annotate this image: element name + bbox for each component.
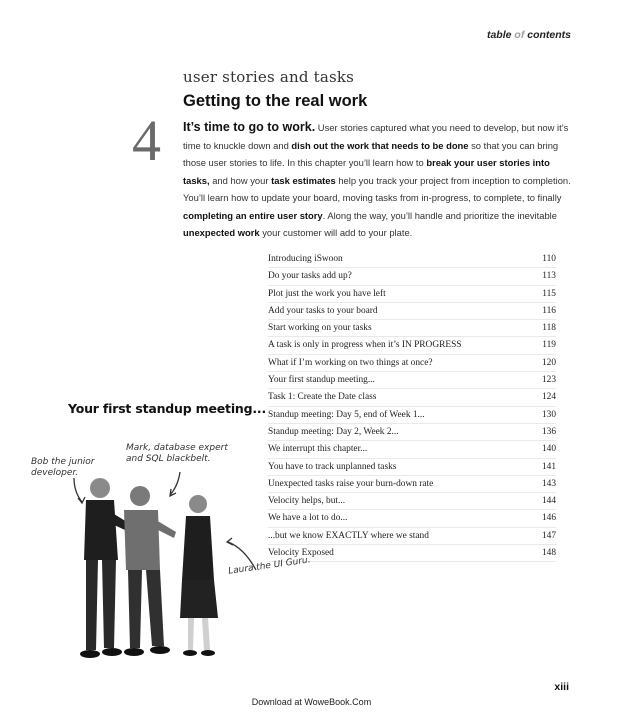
toc-entry[interactable] (268, 251, 556, 268)
toc-entry-title: Velocity Exposed (268, 548, 334, 559)
toc-entry-page: 140 (541, 444, 556, 455)
chapter-number: 4 (132, 108, 161, 173)
toc-entry-page: 115 (542, 288, 556, 299)
toc-entry-page: 130 (541, 409, 556, 420)
toc-entry[interactable] (268, 320, 556, 337)
toc-entry[interactable] (268, 337, 556, 354)
intro-text: your customer will add to your plate. (259, 227, 413, 238)
toc-entry-title: What if I’m working on two things at once? (268, 357, 433, 368)
illustration-callout: Your first standup meeting... (68, 401, 266, 416)
toc-entry[interactable] (268, 407, 556, 424)
toc-entry-title: A task is only in progress when it’s IN PROGRESS (268, 340, 462, 351)
running-header (487, 29, 571, 41)
toc-entry[interactable] (268, 372, 556, 389)
intro-text: and how your (209, 174, 272, 186)
intro-emphasis: completing an entire user story (183, 209, 323, 221)
toc-entry-page: 143 (541, 478, 556, 489)
toc-entry-title: Add your tasks to your board (268, 305, 378, 316)
toc-entry-title: ...but we know EXACTLY where we stand (268, 530, 429, 541)
toc-entry-title: Standup meeting: Day 5, end of Week 1... (268, 409, 425, 420)
intro-emphasis: unexpected work (183, 227, 260, 238)
toc-entry[interactable] (268, 493, 556, 510)
note-bob-line-2: developer. (31, 468, 79, 478)
intro-emphasis: dish out the work that needs to be done (291, 139, 469, 151)
intro-text: help you track your project from inception to completion. You’ll learn how to update your board, moving tasks from in-progress, to complete, to finally (183, 174, 571, 203)
toc-entry[interactable] (268, 545, 556, 562)
toc-entry-title: Your first standup meeting... (268, 375, 375, 386)
toc-entry[interactable] (268, 268, 556, 285)
toc-entry-title: Velocity helps, but... (268, 496, 346, 507)
toc-entry-title: Unexpected tasks raise your burn-down rate (268, 478, 434, 489)
chapter-title: Getting to the real work (183, 92, 368, 110)
chapter-intro (183, 119, 573, 242)
toc-entry[interactable] (268, 459, 556, 476)
toc-entry-title: Plot just the work you have left (268, 288, 386, 299)
toc-entry-page: 147 (541, 530, 556, 541)
page-number: xiii (554, 681, 569, 693)
toc-entry-title: You have to track unplanned tasks (268, 461, 397, 472)
toc-entry[interactable] (268, 528, 556, 545)
toc-entry-page: 120 (541, 357, 556, 368)
toc-entry-page: 141 (541, 461, 556, 472)
note-mark-line-2: and SQL blackbelt. (126, 454, 211, 464)
header-part-1: table (486, 29, 515, 41)
arrow-to-mark-icon (170, 472, 180, 496)
intro-text: User stories captured what you need to develop, but now it’s time to knuckle down and (183, 122, 569, 151)
header-part-3: contents (524, 29, 571, 41)
toc-entry-title: We have a lot to do... (268, 513, 348, 524)
toc-entry-page: 148 (541, 548, 556, 559)
header-part-2: of (514, 29, 525, 41)
chapter-subtitle: user stories and tasks (183, 68, 355, 86)
toc-entry-page: 146 (541, 513, 556, 524)
person-laura (180, 495, 218, 656)
toc-entry-title: Introducing iSwoon (268, 254, 343, 264)
toc-entry-page: 118 (542, 323, 556, 334)
toc-entry-title: Task 1: Create the Date class (268, 392, 377, 403)
note-mark-line-1: Mark, database expert (126, 443, 228, 453)
toc-entry-title: Standup meeting: Day 2, Week 2... (268, 426, 399, 437)
toc-list (268, 251, 556, 562)
toc-entry[interactable] (268, 510, 556, 527)
note-laura: Laura the UI Guru. (227, 555, 312, 577)
toc-entry[interactable] (268, 476, 556, 493)
toc-entry[interactable] (268, 441, 556, 458)
toc-entry-page: 124 (541, 392, 556, 403)
intro-emphasis: task estimates (271, 174, 336, 186)
toc-entry[interactable] (268, 286, 556, 303)
footer-credit: Download at WoweBook.Com (251, 697, 372, 707)
toc-entry[interactable] (268, 303, 556, 320)
toc-entry-page: 116 (542, 305, 556, 316)
toc-entry-page: 144 (541, 496, 556, 507)
toc-entry[interactable] (268, 424, 556, 441)
intro-text: so that you can bring those user stories to life. In this chapter you’ll learn how to (183, 139, 559, 168)
toc-entry-page: 136 (541, 426, 556, 437)
intro-emphasis: break your user stories into tasks, (183, 157, 550, 186)
toc-entry-page: 113 (542, 271, 556, 282)
person-mark (124, 486, 176, 656)
arrow-to-bob-icon (74, 478, 85, 503)
intro-text: . Along the way, you’ll handle and prioritize the inevitable (322, 209, 557, 221)
toc-entry-page: 110 (542, 254, 556, 264)
toc-entry[interactable] (268, 389, 556, 406)
toc-entry-title: Start working on your tasks (268, 323, 372, 334)
intro-lead: It’s time to go to work. (183, 120, 316, 134)
toc-entry-title: We interrupt this chapter... (268, 444, 368, 455)
toc-entry-title: Do your tasks add up? (268, 271, 352, 282)
toc-entry[interactable] (268, 355, 556, 372)
toc-entry-page: 119 (542, 340, 556, 351)
note-bob-line-1: Bob the junior (31, 457, 95, 467)
note-bob (31, 457, 95, 479)
note-mark (126, 443, 228, 465)
toc-entry-page: 123 (541, 375, 556, 386)
